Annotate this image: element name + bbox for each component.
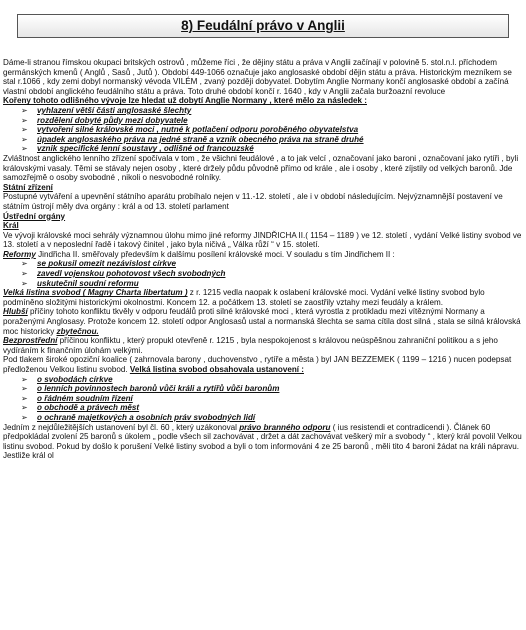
hlubsi-text: příčiny tohoto konfliktu tkvěly v odporu feudálů proti silné královské moci , která vyrostla z protikladu mezi vítěznými Normany a poraženými Anglosasy. Protože koncem 12. století odpor Anglosasů ustal a normanská šlechta se sama cítila dost silná , stala se silná královská moc historicky [3, 307, 521, 336]
normans-lead: Kořeny tohoto odlišného vývoje lze hledat už dobytí Anglie Normany , které mělo za následek : [3, 96, 367, 106]
arrow-bullet-icon: ➢ [21, 384, 28, 394]
reformy-paragraph [3, 250, 523, 260]
arrow-bullet-icon: ➢ [21, 115, 28, 125]
reformy-text: Jindřicha II. směřovaly především k dalšímu posílení královské moci. V souladu s tím Jindřichem II : [38, 249, 395, 259]
arrow-bullet-icon: ➢ [21, 278, 28, 288]
feudal-paragraph: Zvláštnost anglického lenního zřízení spočívala v tom , že všichni feudálové , a to jak velcí , označovaní jako baroni , označovaní jako rytíři , byli královskými vasaly. Těmi se stávaly nejen osoby , které držely půdu původně přímo od krále , ale i osoby , které zíjstily od velkých baronů. Jde samozřejmě o osoby svobodné , nikoli o nesvobodné rolníky. [3, 153, 519, 183]
list-item: ➢ o svobodách církve [21, 374, 113, 384]
list-item: ➢ zavedl vojenskou pohotovost všech svobodných [21, 269, 226, 279]
list-item: ➢ o ochraně majetkových a osobních práv svobodných lidí [21, 412, 256, 422]
section-heading-statni-zrizeni: Státní zřízení [3, 182, 53, 192]
arrow-bullet-icon: ➢ [21, 269, 28, 279]
arrow-bullet-icon: ➢ [21, 259, 28, 269]
list-item: ➢ vznik specifické lenní soustavy , odlišné od francouzské [21, 144, 254, 154]
arrow-bullet-icon: ➢ [21, 134, 28, 144]
subheading-kral: Král [3, 221, 19, 231]
arrow-bullet-icon: ➢ [21, 412, 28, 422]
bezprostredni-text: příčinou konfliktu , který propukl otevřeně r. 1215 , byla nespokojenost s královou neúspěšnou zahraniční politikou a s jeho vydíráním k finančním úlohám velkými. [3, 336, 498, 355]
hlubsi-tail: zbytečnou. [56, 326, 99, 336]
listina-label: Velká listina svobod ( Magny Charta libertatum ) [3, 288, 188, 298]
list-item: ➢ o obchodě a právech měst [21, 403, 140, 413]
koalice-lead: Velká listina svobod obsahovala ustanovení : [129, 365, 304, 374]
listina-paragraph [3, 288, 523, 307]
closing-paragraph: Jedním z nejdůležitějších ustanovení byl čl. 60 , který uzákonoval právo branného odporu ( ius resistendi et contradicendi ). Článek 60 předpokládal zvolení 25 baronů s úkolem „ podle všech sil zachovávat , držet a dát zachovávat veškerý mír a svobody “ , který král povolil Velkou listinu svobod. Pokud by došlo k porušení Velké listiny svobod a byli o tom informováni 4 ze 25 baronů , měli tito 4 baroni žádat na králi nápravu. Jestliže král ol [3, 422, 522, 461]
list-item: ➢ uskutečnil soudní reformu [21, 278, 139, 288]
list-item: ➢ o řádném soudním řízení [21, 393, 133, 403]
statni-zrizeni-text: Postupné vytváření a upevnění státního aparátu probíhalo nejen v 11.-12. století , ale i v období následujícím. Nejvýznamnější postavení ve státním ústrojí měly dva orgány : král a od 13. století parlament [3, 192, 503, 211]
document-page [0, 14, 526, 630]
arrow-bullet-icon: ➢ [21, 105, 28, 115]
normans-list [3, 106, 523, 154]
intro-paragraph: Dáme-li stranou římskou okupaci britských ostrovů , můžeme říci , že dějiny státu a práva v Anglii začínají v polovině 5. stol.n.l. příchodem germánských kmenů ( Anglů , Sasů , Jutů ). Období 449-1066 označuje jako anglosaské období dějin státu a práva. Historickým mezníkem se stal r.1066 , kdy zemi dobyl normanský vévoda VILÉM , zvaný později dobyvatel. Dobytím Anglie Normany končí anglosaské období a začíná vlastní období anglického feudálního státu a práva. Toto druhé období končí r. 1640 , kdy v Anglii začala buržoazní revoluce [3, 58, 512, 96]
list-item: ➢ vyhlazení větší části anglosaské šlechty [21, 105, 192, 115]
listina-text: z r. 1215 vedla naopak k oslabení královské moci. Vydání velké listiny svobod bylo podmíněno složitými historickými okolnostmi. Koncem 12. a počátkem 13. století se zaostřily vztahy mezi feudály a králem. [3, 288, 485, 307]
arrow-bullet-icon: ➢ [21, 125, 28, 135]
hlubsi-label: Hlubší [3, 307, 28, 317]
koalice-text: Pod tlakem široké opoziční koalice ( zahrnovala barony , duchovenstvo , rytíře a města ) byl JAN BEZZEMEK ( 1199 – 1216 ) nucen podepsat předloženou Velkou listinu svobod. [3, 355, 512, 374]
listina-provisions-list [3, 375, 523, 423]
list-item: ➢ úpadek anglosaského práva na jedné straně a vznik obecného práva na straně druhé [21, 134, 364, 144]
arrow-bullet-icon: ➢ [21, 393, 28, 403]
list-item: ➢ vytvoření silné královské moci , nutné k potlačení odporu poroběného obyvatelstva [21, 125, 359, 135]
closing-emphasis: právo branného odporu [239, 422, 331, 432]
arrow-bullet-icon: ➢ [21, 403, 28, 413]
list-item: ➢ se pokusil omezit nezávislost církve [21, 259, 177, 269]
bezprostredni-paragraph [3, 336, 523, 355]
section-heading-ustredni-organy: Ústřední orgány [3, 211, 66, 221]
hlubsi-paragraph [3, 307, 523, 336]
koalice-paragraph [3, 355, 523, 374]
reformy-label: Reformy [3, 249, 36, 259]
list-item: ➢ rozdělení dobyté půdy mezi dobyvatele [21, 115, 188, 125]
arrow-bullet-icon: ➢ [21, 144, 28, 154]
list-item: ➢ o lenních povinnostech baronů vůči králi a rytířů vůči baronům [21, 384, 280, 394]
bezprostredni-label: Bezprostřední [3, 336, 58, 346]
kral-text: Ve vývoji královské moci sehrály významnou úlohu mimo jiné reformy JINDŘICHA II.( 1154 – 1189 ) ve 12. století , vydání Velké listiny svobod ve 13. století a v neposlední řadě i takový činitel , jako byla ničivá „ Válka růží “ v 15. století. [3, 230, 522, 250]
reformy-list [3, 259, 523, 288]
page-title: 8) Feudální právo v Anglii [17, 14, 509, 38]
arrow-bullet-icon: ➢ [21, 374, 28, 384]
